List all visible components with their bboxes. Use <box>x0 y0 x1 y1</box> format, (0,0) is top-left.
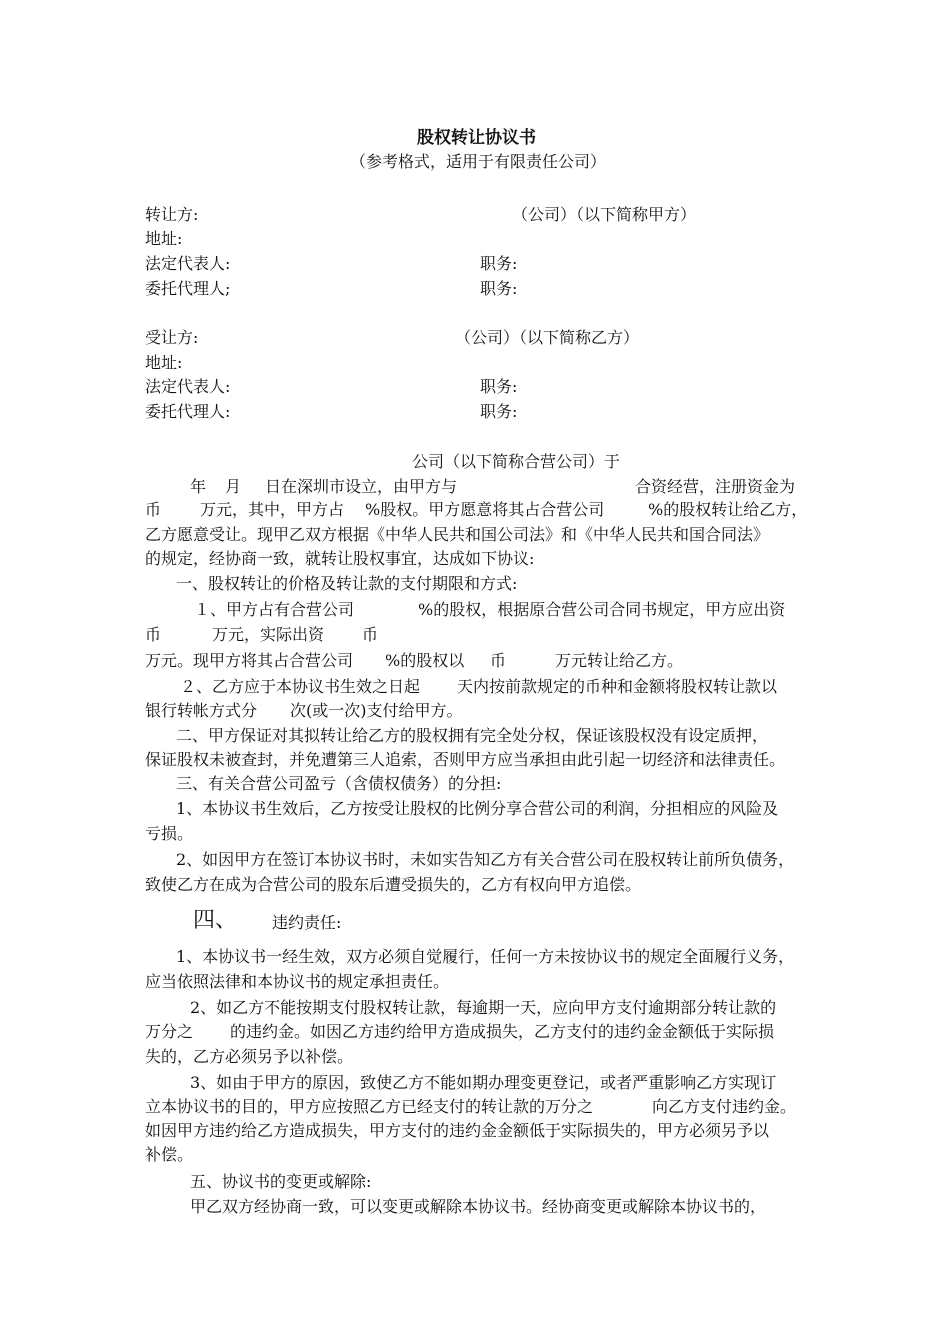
section1-p1-line2b: 万元，实际出资 <box>212 625 325 644</box>
section5-heading: 五、协议书的变更或解除: <box>190 1172 372 1191</box>
section1-p1-line2c: 币 <box>362 625 379 644</box>
section2-line1: 二、甲方保证对其拟转让给乙方的股权拥有完全处分权，保证该股权没有设定质押， <box>176 726 769 745</box>
transferor-address: 地址: <box>145 229 183 248</box>
section4-p3-line2b: 向乙方支付违约金。 <box>652 1097 797 1116</box>
intro-line-1: 公司（以下简称合营公司）于 <box>412 452 621 471</box>
section3-p2-line1: 2、如因甲方在签订本协议书时，未如实告知乙方有关合营公司在股权转让前所负债务， <box>176 850 795 869</box>
section1-p2-line2b: 次(或一次)支付给甲方。 <box>290 701 463 720</box>
transferor-agent: 委托代理人; <box>145 279 231 298</box>
section4-p3-line3: 如因甲方违约给乙方造成损失，甲方支付的违约金金额低于实际损失的，甲方必须另予以 <box>145 1121 770 1140</box>
transferee-address: 地址: <box>145 353 183 372</box>
transferee-agent-position: 职务: <box>480 402 518 421</box>
intro-transfer-share: %的股权转让给乙方， <box>648 500 808 519</box>
intro-share: %股权。甲方愿意将其占合营公司 <box>365 500 605 519</box>
section4-p2-line2a: 万分之 <box>145 1022 194 1041</box>
transferee-position: 职务: <box>480 377 518 396</box>
section4-p3-line1: 3、如由于甲方的原因，致使乙方不能如期办理变更登记，或者严重影响乙方实现订 <box>190 1073 777 1092</box>
section1-p1-line2a: 币 <box>145 625 162 644</box>
document-title: 股权转让协议书 <box>417 128 536 148</box>
transferee-agent: 委托代理人: <box>145 402 231 421</box>
section1-p1-line3d: 万元转让给乙方。 <box>555 651 684 670</box>
section2-line2: 保证股权未被查封，并免遭第三人追索，否则甲方应当承担由此引起一切经济和法律责任。 <box>145 750 786 769</box>
transferor-position: 职务: <box>480 254 518 273</box>
section4-number: 四、 <box>193 908 238 933</box>
transferor-company: （公司）（以下简称甲方） <box>512 205 697 224</box>
transferee-legal-rep: 法定代表人: <box>145 377 231 396</box>
section4-p1-line2: 应当依照法律和本协议书的规定承担责任。 <box>145 972 450 991</box>
intro-amount: 万元，其中，甲方占 <box>200 500 345 519</box>
document-subtitle: （参考格式，适用于有限责任公司） <box>350 152 607 171</box>
intro-registered: 合资经营，注册资金为 <box>635 477 796 496</box>
intro-month: 月 <box>225 477 242 496</box>
section4-p2-line3: 失的，乙方必须另予以补偿。 <box>145 1047 354 1066</box>
section4-heading: 违约责任: <box>272 913 342 932</box>
intro-line-5: 的规定，经协商一致，就转让股权事宜，达成如下协议: <box>145 549 535 568</box>
intro-year: 年 <box>190 477 207 496</box>
section1-p1-line1b: %的股权，根据原合营公司合同书规定，甲方应出资 <box>418 600 786 619</box>
section1-p1-line3c: 币 <box>490 651 507 670</box>
section4-p1-line1: 1、本协议书一经生效，双方必须自觉履行，任何一方未按协议书的规定全面履行义务， <box>176 947 795 966</box>
intro-currency: 币 <box>145 500 162 519</box>
transferor-label: 转让方: <box>145 205 199 224</box>
transferor-agent-position: 职务: <box>480 279 518 298</box>
section1-p2-line2a: 银行转帐方式分 <box>145 701 258 720</box>
intro-day: 日在深圳市设立，由甲方与 <box>265 477 458 496</box>
section3-p2-line2: 致使乙方在成为合营公司的股东后遭受损失的，乙方有权向甲方追偿。 <box>145 875 642 894</box>
intro-line-4: 乙方愿意受让。现甲乙双方根据《中华人民共和国公司法》和《中华人民共和国合同法》 <box>145 525 770 544</box>
section1-heading: 一、股权转让的价格及转让款的支付期限和方式: <box>176 574 518 593</box>
section4-p2-line2b: 的违约金。如因乙方违约给甲方造成损失，乙方支付的违约金金额低于实际损 <box>230 1022 775 1041</box>
transferee-company: （公司）（以下简称乙方） <box>455 328 640 347</box>
section3-heading: 三、有关合营公司盈亏（含债权债务）的分担: <box>176 774 502 793</box>
section1-p1-line1a: １、甲方占有合营公司 <box>194 600 355 619</box>
transferee-label: 受让方: <box>145 328 199 347</box>
section1-p2-line1a: ２、乙方应于本协议书生效之日起 <box>180 677 421 696</box>
section4-p2-line1: 2、如乙方不能按期支付股权转让款，每逾期一天，应向甲方支付逾期部分转让款的 <box>190 998 777 1017</box>
section4-p3-line4: 补偿。 <box>145 1145 194 1164</box>
transferor-legal-rep: 法定代表人: <box>145 254 231 273</box>
section1-p1-line3b: %的股权以 <box>385 651 465 670</box>
section3-p1-line1: 1、本协议书生效后，乙方按受让股权的比例分享合营公司的利润，分担相应的风险及 <box>176 799 779 818</box>
section1-p2-line1b: 天内按前款规定的币种和金额将股权转让款以 <box>457 677 778 696</box>
section5-line1: 甲乙双方经协商一致，可以变更或解除本协议书。经协商变更或解除本协议书的， <box>190 1197 767 1216</box>
section3-p1-line2: 亏损。 <box>145 824 194 843</box>
section1-p1-line3a: 万元。现甲方将其占合营公司 <box>145 651 354 670</box>
section4-p3-line2a: 立本协议书的目的，甲方应按照乙方已经支付的转让款的万分之 <box>145 1097 594 1116</box>
